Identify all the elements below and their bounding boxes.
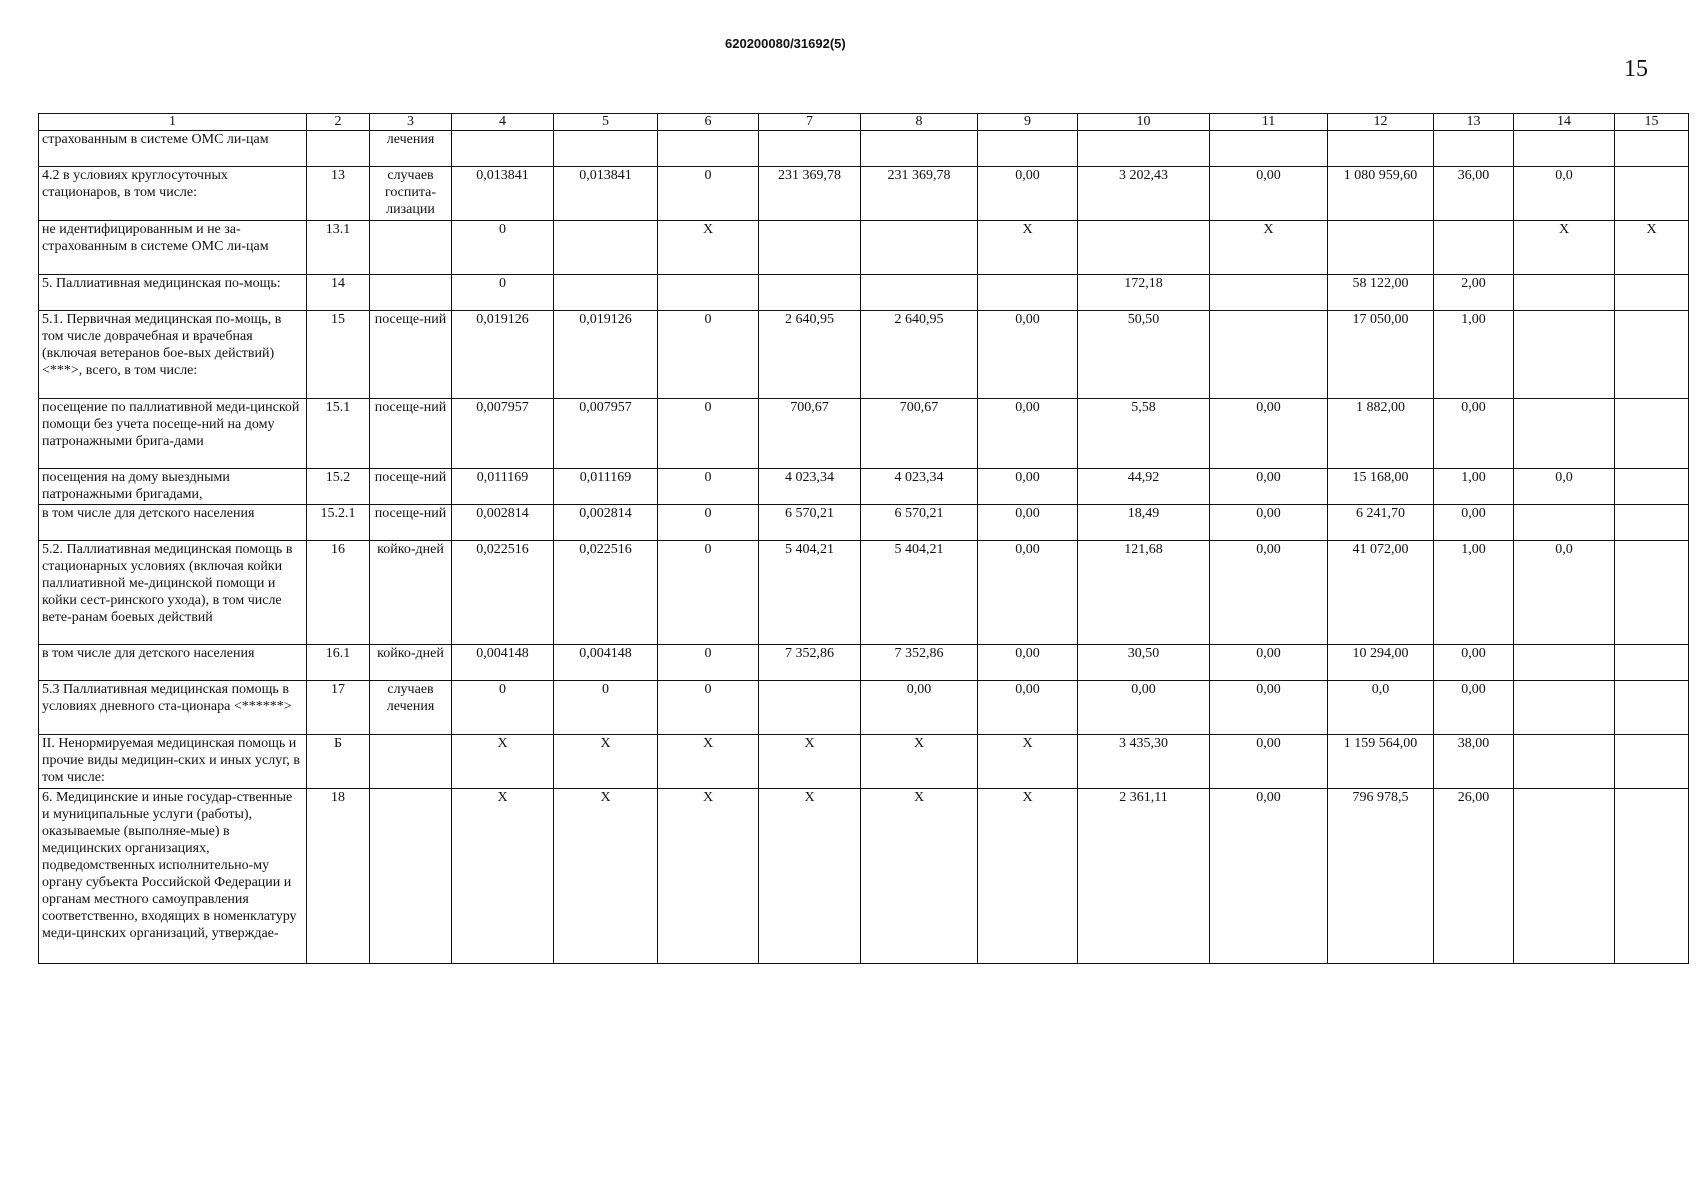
table-cell	[452, 131, 554, 167]
table-row	[39, 311, 1689, 399]
table-cell: 6 241,70	[1328, 505, 1434, 541]
column-number-cell: 15	[1615, 114, 1689, 131]
table-cell	[1615, 681, 1689, 735]
table-cell: 0,013841	[554, 167, 658, 221]
table-cell: 0,007957	[554, 399, 658, 469]
table-cell	[307, 131, 370, 167]
table-cell: 700,67	[861, 399, 978, 469]
table-cell: 2,00	[1434, 275, 1514, 311]
table-cell: 18,49	[1078, 505, 1210, 541]
table-row	[39, 221, 1689, 275]
table-row	[39, 275, 1689, 311]
table-cell: 26,00	[1434, 789, 1514, 964]
table-cell: X	[554, 789, 658, 964]
table-cell	[861, 131, 978, 167]
table-cell: X	[1615, 221, 1689, 275]
column-number-cell: 12	[1328, 114, 1434, 131]
table-cell	[1615, 789, 1689, 964]
table-cell: 0,004148	[452, 645, 554, 681]
table-cell	[1615, 167, 1689, 221]
table-cell: 0,013841	[452, 167, 554, 221]
table-cell: 0,00	[1210, 167, 1328, 221]
table-cell: 15	[307, 311, 370, 399]
table-cell: посеще-ний	[370, 311, 452, 399]
table-cell: 0,0	[1514, 541, 1615, 645]
table-cell: 0,00	[1210, 469, 1328, 505]
table-cell: 13.1	[307, 221, 370, 275]
table-cell: X	[861, 789, 978, 964]
table-cell: 0,011169	[554, 469, 658, 505]
table-cell: 0,00	[861, 681, 978, 735]
column-number-cell: 13	[1434, 114, 1514, 131]
table-cell: 0,002814	[554, 505, 658, 541]
table-cell: 1,00	[1434, 311, 1514, 399]
table-cell: 0,00	[1434, 505, 1514, 541]
table-cell: 15.2	[307, 469, 370, 505]
table-cell	[554, 221, 658, 275]
table-cell: 0,00	[1210, 735, 1328, 789]
table-cell: 1 080 959,60	[1328, 167, 1434, 221]
table-cell	[759, 681, 861, 735]
table-cell: 0,00	[1434, 681, 1514, 735]
row-label-cell: 5.1. Первичная медицинская по-мощь, в том числе доврачебная и врачебная (включая ветеранов бое-вых действий) <***>, всего, в том числе:	[39, 311, 307, 399]
table-cell: 0,00	[978, 645, 1078, 681]
table-cell: 38,00	[1434, 735, 1514, 789]
table-cell	[658, 131, 759, 167]
table-cell	[1615, 645, 1689, 681]
table-cell: 0	[452, 275, 554, 311]
table-cell: 41 072,00	[1328, 541, 1434, 645]
table-cell	[1210, 311, 1328, 399]
table-cell: 0,0	[1514, 167, 1615, 221]
table-cell: 0,00	[978, 167, 1078, 221]
table-row	[39, 505, 1689, 541]
table-cell: посеще-ний	[370, 505, 452, 541]
table-row	[39, 469, 1689, 505]
table-cell	[1210, 275, 1328, 311]
table-cell: X	[554, 735, 658, 789]
table-cell	[1514, 399, 1615, 469]
table-cell: 0,00	[1210, 645, 1328, 681]
data-table	[38, 113, 1689, 964]
row-label-cell: 6. Медицинские и иные государ-ственные и муниципальные услуги (работы), оказываемые (выполняе-мые) в медицинских организациях, подведомственных исполнительно-му органу субъекта Российской Федерации и органам местного самоуправления соответственно, входящих в номенклатуру меди-цинских организаций, утверждае-	[39, 789, 307, 964]
table-cell	[759, 131, 861, 167]
row-label-cell: посещение по паллиативной меди-цинской помощи без учета посеще-ний на дому патронажными брига-дами	[39, 399, 307, 469]
table-cell: X	[759, 789, 861, 964]
table-cell	[1514, 735, 1615, 789]
table-cell: Б	[307, 735, 370, 789]
table-cell: X	[978, 735, 1078, 789]
row-label-cell: посещения на дому выездными патронажными бригадами,	[39, 469, 307, 505]
table-cell: 18	[307, 789, 370, 964]
table-cell: 0	[658, 541, 759, 645]
table-cell	[1615, 735, 1689, 789]
table-row	[39, 541, 1689, 645]
table-cell: X	[1514, 221, 1615, 275]
table-cell: 0,00	[1078, 681, 1210, 735]
table-cell	[1514, 505, 1615, 541]
table-cell: 7 352,86	[861, 645, 978, 681]
column-number-cell: 6	[658, 114, 759, 131]
table-cell: X	[452, 735, 554, 789]
table-cell: 0	[658, 505, 759, 541]
table-cell: 0,00	[978, 681, 1078, 735]
table-cell: X	[759, 735, 861, 789]
row-label-cell: 5.3 Паллиативная медицинская помощь в условиях дневного ста-ционара <******>	[39, 681, 307, 735]
column-number-cell: 11	[1210, 114, 1328, 131]
table-cell: 231 369,78	[759, 167, 861, 221]
table-cell: случаев лечения	[370, 681, 452, 735]
table-cell: 796 978,5	[1328, 789, 1434, 964]
table-cell: 0	[658, 311, 759, 399]
table-cell: 15 168,00	[1328, 469, 1434, 505]
table-cell: лечения	[370, 131, 452, 167]
table-cell: X	[658, 221, 759, 275]
table-cell	[759, 221, 861, 275]
table-cell: 0,00	[1210, 505, 1328, 541]
table-cell	[1328, 221, 1434, 275]
table-cell: 121,68	[1078, 541, 1210, 645]
table-cell: 0,022516	[554, 541, 658, 645]
table-cell: X	[658, 789, 759, 964]
table-cell: 0,002814	[452, 505, 554, 541]
table-cell: 2 361,11	[1078, 789, 1210, 964]
table-cell: 15.2.1	[307, 505, 370, 541]
table-cell	[370, 735, 452, 789]
table-cell: 0,00	[978, 399, 1078, 469]
table-cell: 0,00	[978, 469, 1078, 505]
table-cell: 10 294,00	[1328, 645, 1434, 681]
table-cell: 5,58	[1078, 399, 1210, 469]
table-cell: 0,00	[978, 541, 1078, 645]
table-cell: 0,0	[1328, 681, 1434, 735]
table-row	[39, 735, 1689, 789]
column-number-cell: 3	[370, 114, 452, 131]
table-cell: 16	[307, 541, 370, 645]
table-cell	[1615, 469, 1689, 505]
table-cell: 3 435,30	[1078, 735, 1210, 789]
table-cell	[1514, 681, 1615, 735]
table-cell: 30,50	[1078, 645, 1210, 681]
table-cell	[1078, 221, 1210, 275]
table-cell	[370, 275, 452, 311]
column-number-cell: 5	[554, 114, 658, 131]
page-number: 15	[1624, 56, 1648, 82]
table-cell	[658, 275, 759, 311]
column-number-cell: 9	[978, 114, 1078, 131]
table-cell: 1 159 564,00	[1328, 735, 1434, 789]
table-cell: X	[978, 221, 1078, 275]
column-number-cell: 1	[39, 114, 307, 131]
table-cell: 16.1	[307, 645, 370, 681]
table-cell: 4 023,34	[861, 469, 978, 505]
table-cell: койко-дней	[370, 541, 452, 645]
table-cell	[861, 221, 978, 275]
table-cell	[1210, 131, 1328, 167]
table-cell: 0,019126	[452, 311, 554, 399]
table-cell: 0	[452, 221, 554, 275]
table-cell	[1514, 789, 1615, 964]
table-cell	[1078, 131, 1210, 167]
table-cell: 1,00	[1434, 469, 1514, 505]
table-cell: 0,00	[1210, 399, 1328, 469]
table-cell: 0,00	[1210, 681, 1328, 735]
table-cell	[1615, 311, 1689, 399]
row-label-cell: II. Ненормируемая медицинская помощь и прочие виды медицин-ских и иных услуг, в том числе:	[39, 735, 307, 789]
table-cell	[1615, 131, 1689, 167]
table-cell: X	[1210, 221, 1328, 275]
table-cell: 0	[658, 645, 759, 681]
table-row	[39, 645, 1689, 681]
row-label-cell: 4.2 в условиях круглосуточных стационаров, в том числе:	[39, 167, 307, 221]
table-cell: 0,011169	[452, 469, 554, 505]
column-number-cell: 4	[452, 114, 554, 131]
table-cell: 4 023,34	[759, 469, 861, 505]
column-number-cell: 2	[307, 114, 370, 131]
table-cell: 0,0	[1514, 469, 1615, 505]
table-cell	[1328, 131, 1434, 167]
table-cell	[1615, 275, 1689, 311]
table-cell: 0,00	[978, 505, 1078, 541]
table-cell: 2 640,95	[861, 311, 978, 399]
column-number-cell: 10	[1078, 114, 1210, 131]
table-cell: 6 570,21	[861, 505, 978, 541]
table-cell: 0,00	[1434, 399, 1514, 469]
table-cell: X	[658, 735, 759, 789]
table-cell: 0,004148	[554, 645, 658, 681]
table-cell: 5 404,21	[759, 541, 861, 645]
table-cell	[554, 275, 658, 311]
table-cell: 0,00	[1210, 789, 1328, 964]
table-cell: 13	[307, 167, 370, 221]
table-cell	[861, 275, 978, 311]
table-cell: X	[978, 789, 1078, 964]
table-row	[39, 681, 1689, 735]
table-cell: 58 122,00	[1328, 275, 1434, 311]
table-cell: 1 882,00	[1328, 399, 1434, 469]
row-label-cell: в том числе для детского населения	[39, 645, 307, 681]
row-label-cell: в том числе для детского населения	[39, 505, 307, 541]
table-cell: 50,50	[1078, 311, 1210, 399]
table-cell: 0	[658, 681, 759, 735]
column-number-row	[39, 114, 1689, 131]
table-cell	[370, 221, 452, 275]
column-number-cell: 14	[1514, 114, 1615, 131]
table-cell: посеще-ний	[370, 469, 452, 505]
row-label-cell: страхованным в системе ОМС ли-цам	[39, 131, 307, 167]
table-cell: 0,00	[978, 311, 1078, 399]
table-cell: 15.1	[307, 399, 370, 469]
table-cell: 231 369,78	[861, 167, 978, 221]
table-cell: 172,18	[1078, 275, 1210, 311]
table-cell: 0	[658, 167, 759, 221]
table-cell	[978, 131, 1078, 167]
row-label-cell: 5. Паллиативная медицинская по-мощь:	[39, 275, 307, 311]
table-cell: 0	[554, 681, 658, 735]
table-cell: 0,022516	[452, 541, 554, 645]
table-row	[39, 167, 1689, 221]
table-cell	[1434, 221, 1514, 275]
table-cell	[1514, 275, 1615, 311]
table-cell: 5 404,21	[861, 541, 978, 645]
table-cell: 0	[658, 399, 759, 469]
table-cell	[1514, 131, 1615, 167]
table-cell: 1,00	[1434, 541, 1514, 645]
table-cell: 36,00	[1434, 167, 1514, 221]
table-cell	[1514, 645, 1615, 681]
table-cell: 14	[307, 275, 370, 311]
table-cell: посеще-ний	[370, 399, 452, 469]
table-cell: случаев госпита-лизации	[370, 167, 452, 221]
table-cell: 44,92	[1078, 469, 1210, 505]
table-cell: 0	[658, 469, 759, 505]
table-cell: 7 352,86	[759, 645, 861, 681]
table-cell: 17 050,00	[1328, 311, 1434, 399]
table-row	[39, 131, 1689, 167]
table-cell: X	[452, 789, 554, 964]
table-cell: 0,007957	[452, 399, 554, 469]
table-cell	[1514, 311, 1615, 399]
table-cell: 0,00	[1434, 645, 1514, 681]
table-row	[39, 789, 1689, 964]
table-cell	[1434, 131, 1514, 167]
table-cell: 6 570,21	[759, 505, 861, 541]
row-label-cell: 5.2. Паллиативная медицинская помощь в стационарных условиях (включая койки паллиативной ме-дицинской помощи и койки сест-ринского ухода), в том числе вете-ранам боевых действий	[39, 541, 307, 645]
table-cell: 0,019126	[554, 311, 658, 399]
table-cell: 2 640,95	[759, 311, 861, 399]
table-row	[39, 399, 1689, 469]
table-cell: койко-дней	[370, 645, 452, 681]
table-cell	[759, 275, 861, 311]
document-id: 620200080/31692(5)	[725, 36, 846, 51]
table-cell: X	[861, 735, 978, 789]
table-cell	[370, 789, 452, 964]
table-cell	[1615, 505, 1689, 541]
row-label-cell: не идентифицированным и не за-страхованным в системе ОМС ли-цам	[39, 221, 307, 275]
column-number-cell: 7	[759, 114, 861, 131]
table-cell: 700,67	[759, 399, 861, 469]
table-cell: 3 202,43	[1078, 167, 1210, 221]
table-cell	[1615, 399, 1689, 469]
table-cell: 0,00	[1210, 541, 1328, 645]
table-cell: 0	[452, 681, 554, 735]
table-cell	[554, 131, 658, 167]
table-cell	[1615, 541, 1689, 645]
table-cell: 17	[307, 681, 370, 735]
table-cell	[978, 275, 1078, 311]
column-number-cell: 8	[861, 114, 978, 131]
